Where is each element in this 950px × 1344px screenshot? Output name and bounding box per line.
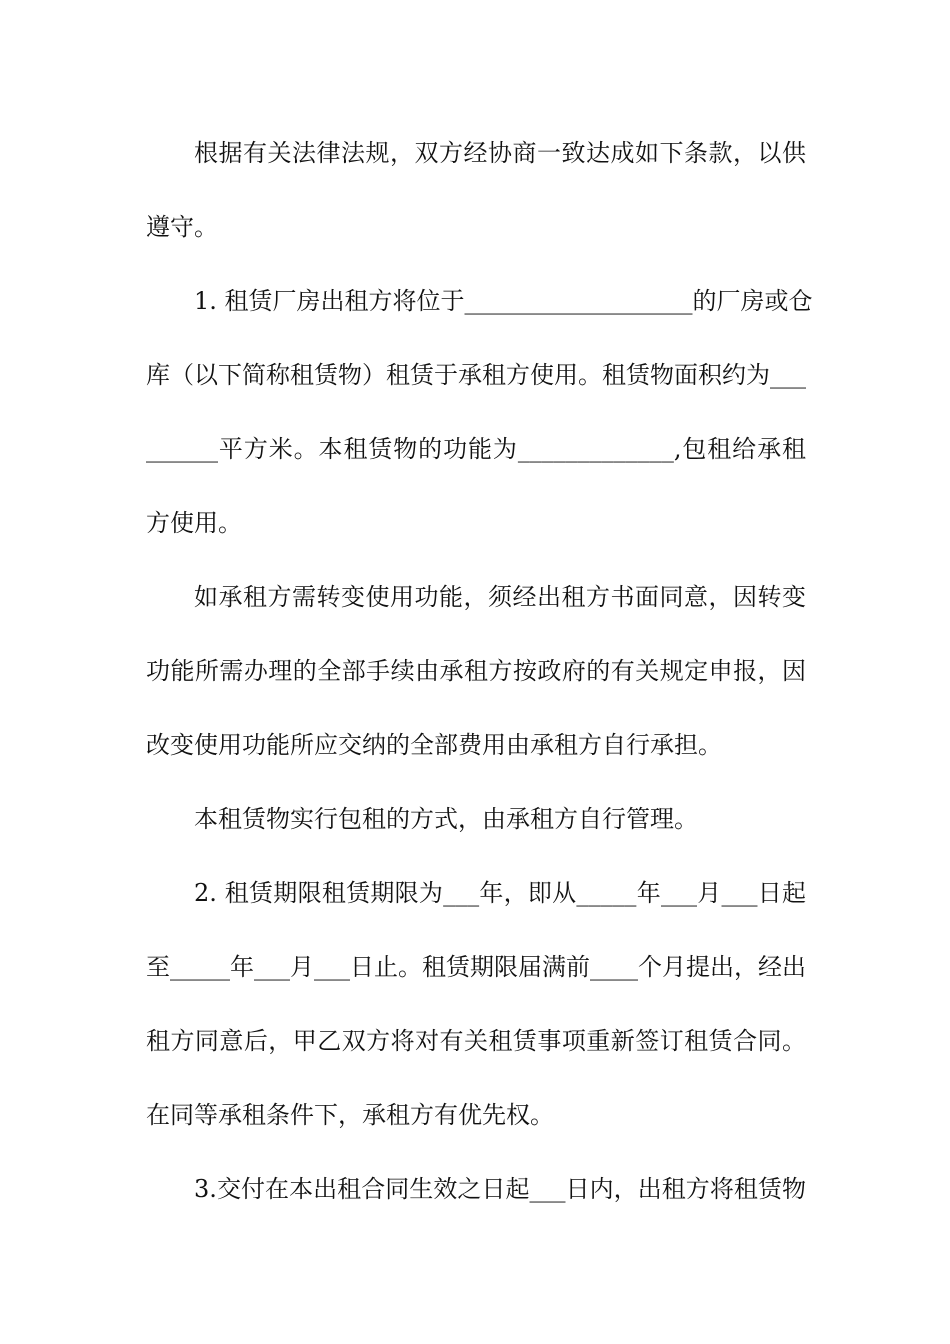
paragraph-line: 遵守。 [146,213,218,241]
clause-2-line: 2. 租赁期限租赁期限为___年，即从_____年___月___日起 [194,879,806,907]
clause-2-line: 在同等承租条件下，承租方有优先权。 [146,1101,554,1129]
paragraph-line: 改变使用功能所应交纳的全部费用由承租方自行承担。 [146,731,722,759]
clause-2-line: 至_____年___月___日止。租赁期限届满前____个月提出，经出 [146,953,806,981]
clause-1-line: ______平方米。本租赁物的功能为_____________,包租给承租 [146,435,806,463]
paragraph-line: 本租赁物实行包租的方式，由承租方自行管理。 [194,805,698,833]
clause-3-line: 3.交付在本出租合同生效之日起___日内，出租方将租赁物 [194,1175,806,1203]
clause-1-line: 库（以下简称租赁物）租赁于承租方使用。租赁物面积约为___ [146,361,806,389]
paragraph-line: 功能所需办理的全部手续由承租方按政府的有关规定申报，因 [146,657,806,685]
clause-1-line: 方使用。 [146,509,242,537]
paragraph-line: 如承租方需转变使用功能，须经出租方书面同意，因转变 [194,583,806,611]
paragraph-line: 根据有关法律法规，双方经协商一致达成如下条款，以供 [194,139,806,167]
clause-1-line: 1. 租赁厂房出租方将位于___________________的厂房或仓 [194,287,813,315]
clause-2-line: 租方同意后，甲乙双方将对有关租赁事项重新签订租赁合同。 [146,1027,806,1055]
